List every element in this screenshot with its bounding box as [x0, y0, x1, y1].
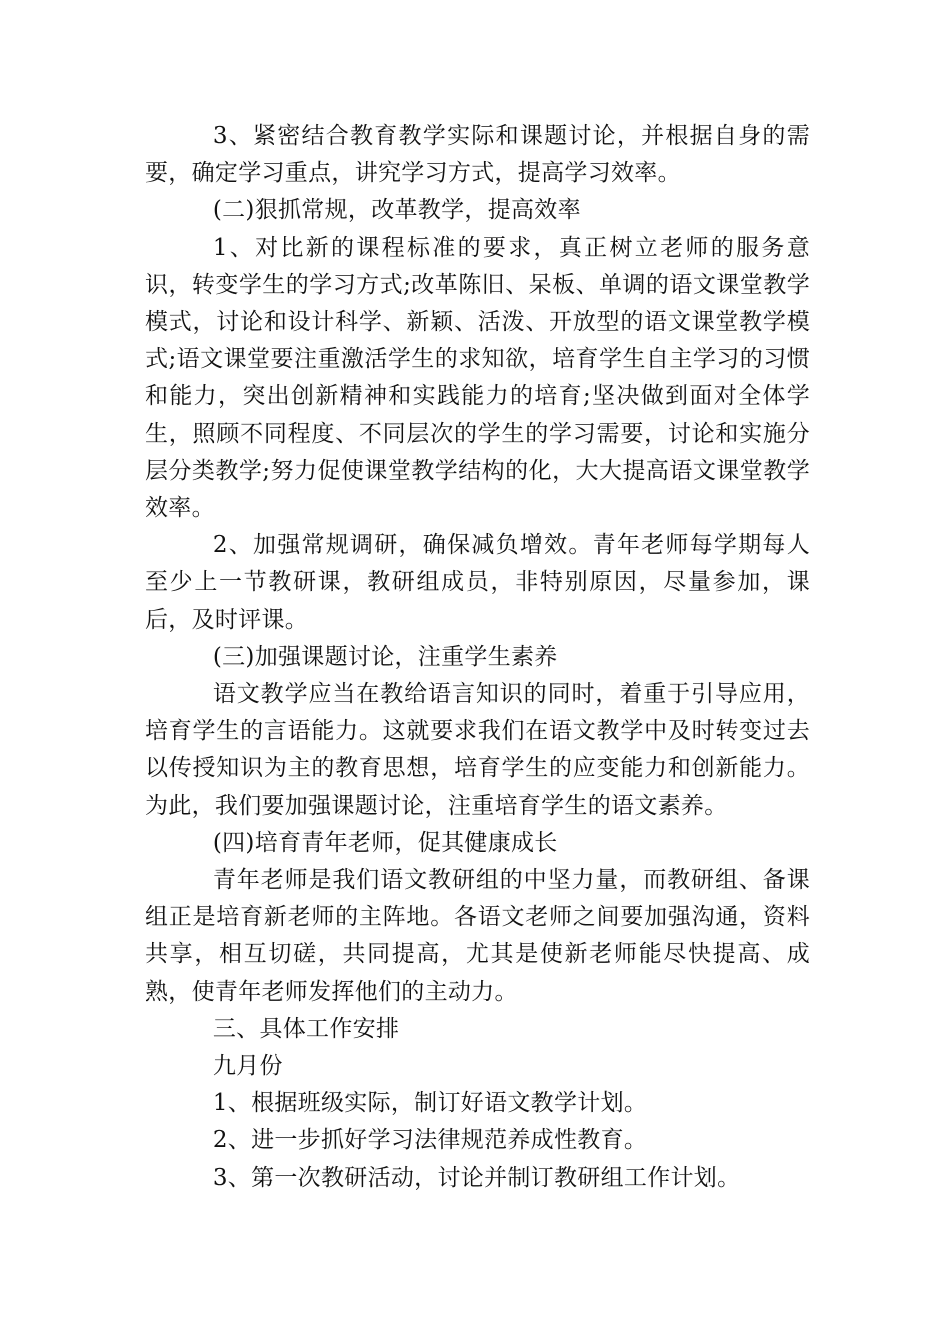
section-heading-routine-teaching: (二)狠抓常规，改革教学，提高效率 [212, 197, 581, 224]
paragraph-curriculum-standards: 1、对比新的课程标准的要求，真正树立老师的服务意识，转变学生的学习方式;改革陈旧、呆板、单调的语文课堂教学模式，讨论和设计科学、新颖、活泼、开放型的语文课堂教学模式;语文课堂要注重激活学生的求知欲，培育学生自主学习的习惯和能力，突出创新精神和实践能力的培育;坚决做到面对全体学生，照顾不同程度、不同层次的学生的学习需要，讨论和实施分层分类教学;努力促使课堂教学结构的化，大大提高语文课堂教学效率。 [145, 234, 810, 522]
section-heading-young-teachers: (四)培育青年老师，促其健康成长 [212, 829, 558, 856]
paragraph-language-teaching: 语文教学应当在教给语言知识的同时，着重于引导应用，培育学生的言语能力。这就要求我们在语文教学中及时转变过去以传授知识为主的教育思想，培育学生的应变能力和创新能力。为此，我们要加强课题讨论，注重培育学生的语文素养。 [145, 681, 810, 819]
list-item-habit-education: 2、进一步抓好学习法律规范养成性教育。 [212, 1127, 648, 1154]
section-heading-work-arrangement: 三、具体工作安排 [212, 1015, 400, 1042]
list-item-first-activity: 3、第一次教研活动，讨论并制订教研组工作计划。 [212, 1164, 741, 1191]
paragraph-routine-research: 2、加强常规调研，确保减负增效。青年老师每学期每人至少上一节教研课，教研组成员，非特别原因，尽量参加，课后，及时评课。 [145, 532, 810, 633]
section-heading-topic-research: (三)加强课题讨论，注重学生素养 [212, 643, 558, 670]
paragraph-young-teachers: 青年老师是我们语文教研组的中坚力量，而教研组、备课组正是培育新老师的主阵地。各语文老师之间要加强沟通，资料共享，相互切磋，共同提高，尤其是使新老师能尽快提高、成熟，使青年老师发挥他们的主动力。 [145, 867, 810, 1005]
paragraph-study-focus: 3、紧密结合教育教学实际和课题讨论，并根据自身的需要，确定学习重点，讲究学习方式，提高学习效率。 [145, 123, 810, 187]
list-item-teaching-plan: 1、根据班级实际，制订好语文教学计划。 [212, 1090, 648, 1117]
document-body [145, 118, 810, 1197]
month-heading-september: 九月份 [212, 1053, 283, 1080]
